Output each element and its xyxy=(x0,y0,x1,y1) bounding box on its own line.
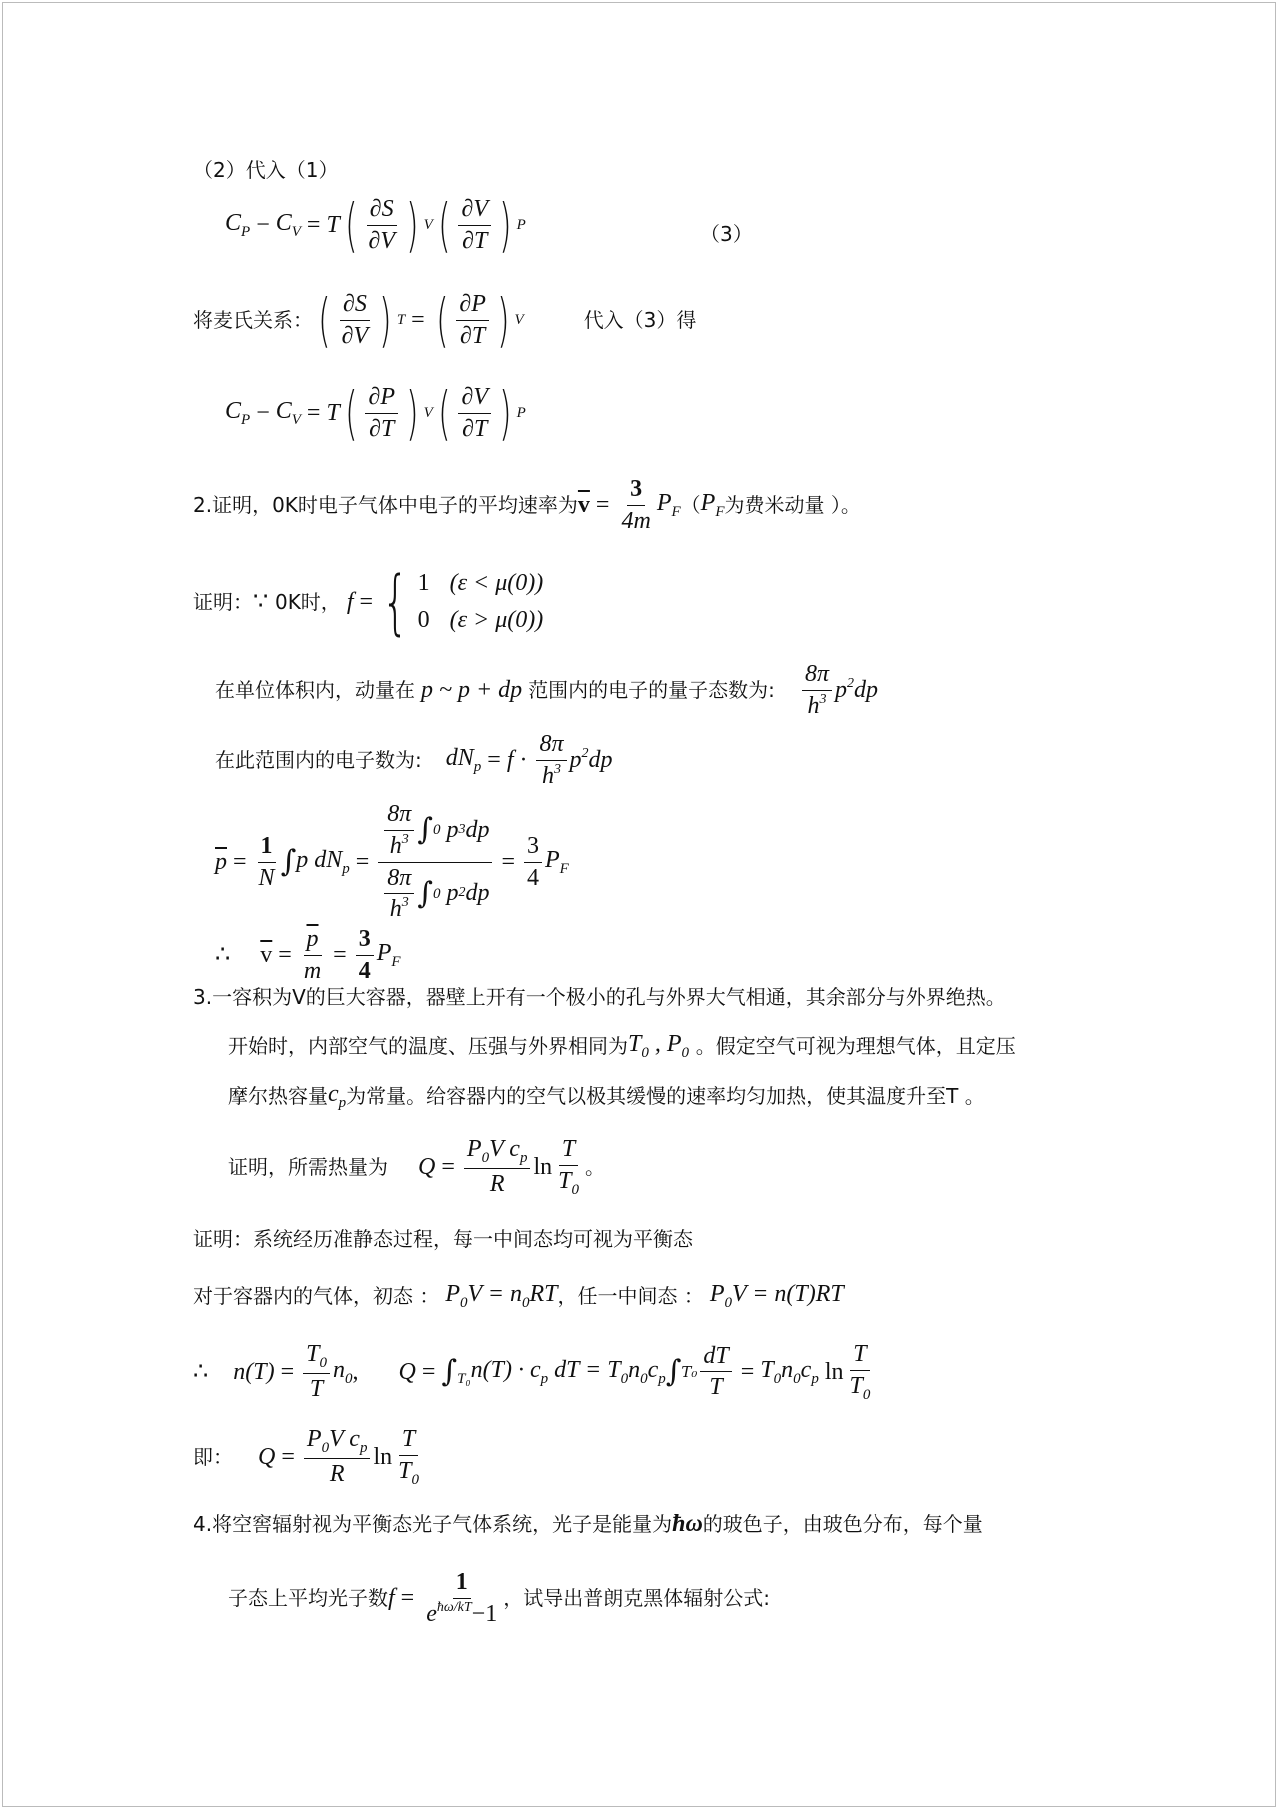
problem-3-heat-integral: ∴ n(T) = $\frac{T_0}{T}$ $n_0$ , Q = ∫ $_{T_0}n(T) \cdot c_p$ dT = $T_0n_0c_p$ ∫ T₀ $\frac{dT}{T}$ = $T_0n_0c_p$ ln $\frac{T}{T_0}$ xyxy=(193,1341,871,1403)
electron-count: 在此范围内的电子数为: $dN_p$ = f · $\frac{8\pi}{h^3}$ $p^2dp$ xyxy=(215,731,613,789)
problem-4-line2: 子态上平均光子数 f = $\frac{1}{e^{ħ\omega/kT}-1}$ ，试导出普朗克黑体辐射公式: xyxy=(228,1569,770,1627)
proof-label: 证明： xyxy=(193,590,253,614)
problem-3-result: 即： Q = $\frac{P_0V c_p}{R}$ ln $\frac{T}{T_0}$ xyxy=(193,1426,419,1488)
problem-3-line2: 开始时，内部空气的温度、压强与外界相同为 $T_0$ , $P_0$ 。假定空气可视为理想气体，且定压 xyxy=(228,1031,1016,1061)
maxwell-relation: 将麦氏关系： ( $\frac{\partial S}{\partial V}$ ) T = ( $\frac{\partial P}{\partial T}$ ) V 代入（3）得 xyxy=(193,286,697,355)
problem-4-line1: 4.将空窖辐射视为平衡态光子气体系统，光子是能量为 ħω 的玻色子，由玻色分布，每个量 xyxy=(193,1511,983,1537)
problem-2-text: 2.证明，0K时电子气体中电子的平均速率为 xyxy=(193,493,578,518)
problem-2: 2.证明，0K时电子气体中电子的平均速率为 $\overline{v}$ = $\frac{3}{4m}$ $P_F$ （ $P_F$ 为费米动量 ）。 xyxy=(193,476,861,534)
step-label: （2）代入（1） xyxy=(193,158,339,182)
proof-distribution: 证明： ∵ 0K时， f = { 1 (ε < μ(0)) 0 (ε > μ(0)) xyxy=(193,561,544,643)
equation-number-3: （3） xyxy=(700,222,753,246)
equation-cp-cv-2: $C_P$ − $C_V$ = T ( $\frac{\partial P}{\partial T}$ ) V ( $\frac{\partial V}{\partial T}$ ) P xyxy=(225,379,526,448)
problem-3-line1: 3.一容积为V的巨大容器，器壁上开有一个极小的孔与外界大气相通，其余部分与外界绝热。 xyxy=(193,985,1006,1009)
mean-momentum: $\overline{p}$ = $\frac{1}{N}$ ∫ p $dN_p$ = $\frac{8\pi}{h^3}$ ∫ 0 p 3 dp $\frac{8\pi}{h^3}$ ∫ 0 p 2 dp = $\frac{3}{4}$ $P_F$ xyxy=(215,801,569,923)
problem-3-proof: 证明：系统经历准静态过程，每一中间态均可视为平衡态 xyxy=(193,1227,693,1251)
states-count: 在单位体积内，动量在 p ~ p + dp 范围内的电子的量子态数为: $\frac{8\pi}{h^3}$ $p^2dp$ xyxy=(215,661,878,719)
maxwell-suffix: 代入（3）得 xyxy=(583,308,697,333)
mean-velocity: ∴ $\overline{v}$ = $\frac{\overline{p}}{m}$ = $\frac{3}{4}$ $P_F$ xyxy=(215,926,401,984)
problem-3-gas-states: 对于容器内的气体，初态 ： $P_0V = n_0RT$ ，任一中间态 ： $P_0V = n(T)RT$ xyxy=(193,1281,844,1311)
maxwell-label: 将麦氏关系： xyxy=(193,308,313,333)
problem-3-line4: 证明，所需热量为 Q = $\frac{P_0V c_p}{R}$ ln $\frac{T}{T_0}$ 。 xyxy=(228,1136,605,1198)
problem-3-line3: 摩尔热容量 $c_p$ 为常量。给容器内的空气以极其缓慢的速率均匀加热，使其温度升至T 。 xyxy=(228,1081,985,1111)
equation-cp-cv-1: $C_P$ − $C_V$ = T ( $\frac{\partial S}{\partial V}$ ) V ( $\frac{\partial V}{\partial T}$ ) P xyxy=(225,191,526,260)
